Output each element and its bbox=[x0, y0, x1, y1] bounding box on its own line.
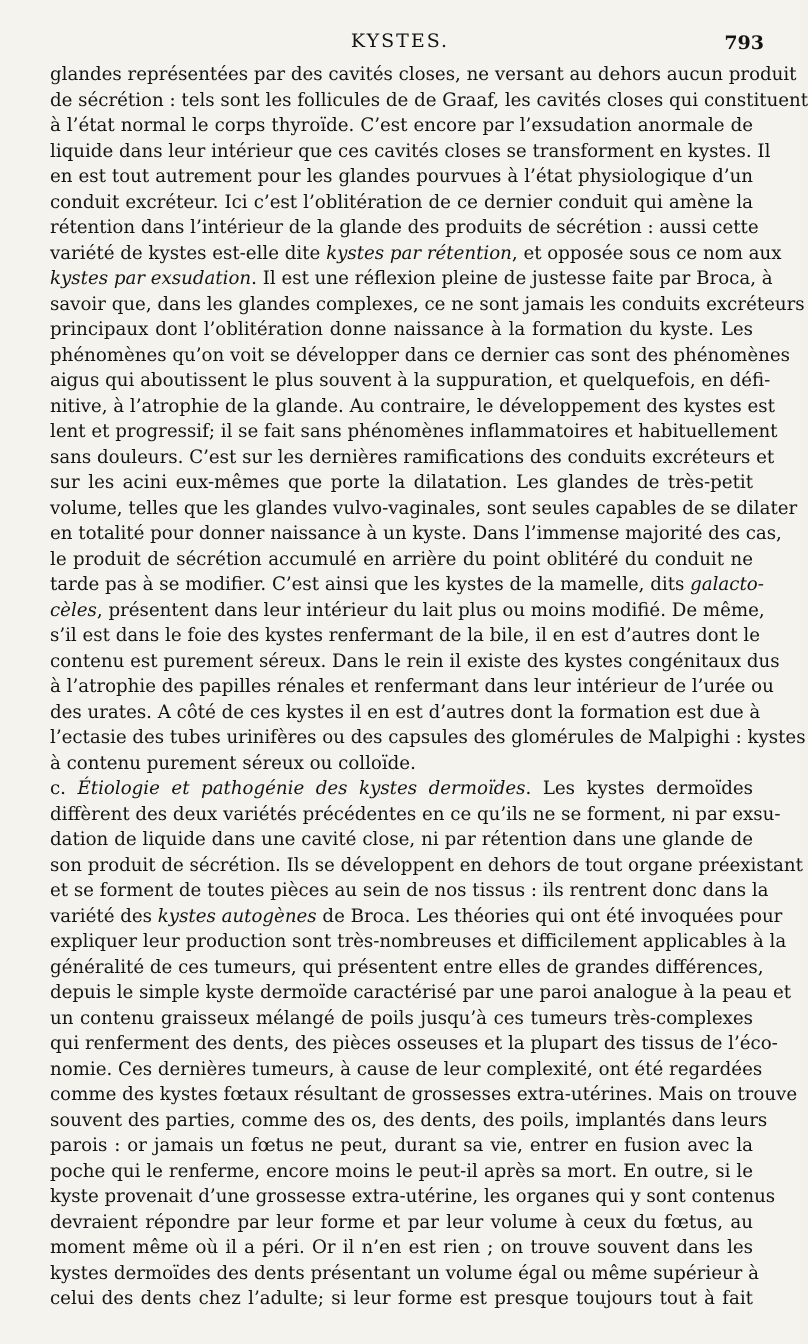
text-line bbox=[50, 776, 753, 802]
text-segment: variété de kystes est-elle dite bbox=[50, 242, 327, 264]
text-segment: savoir que, dans les glandes complexes, ce ne sont jamais les conduits excréteurs bbox=[50, 293, 805, 315]
text-segment: l’ectasie des tubes urinifères ou des capsules des glomérules de Malpighi : kystes bbox=[50, 727, 806, 748]
text-segment: aigus qui aboutissent le plus souvent à la suppuration, et quelquefois, en défi- bbox=[50, 370, 771, 391]
text-line bbox=[50, 904, 783, 930]
text-segment: tarde pas à se modifier. C’est ainsi que les kystes de la mamelle, dits bbox=[50, 574, 691, 595]
italic-text: kystes par exsudation bbox=[50, 268, 252, 289]
text-line bbox=[50, 1031, 778, 1057]
text-segment: parois : or jamais un fœtus ne peut, durant sa vie, entrer en fusion avec la bbox=[50, 1135, 753, 1156]
text-segment: . Les kystes dermoïdes bbox=[525, 778, 754, 799]
text-line bbox=[50, 649, 780, 675]
running-title: KYSTES. bbox=[350, 30, 450, 52]
text-line bbox=[50, 1286, 753, 1312]
text-segment: des urates. A côté de ces kystes il en est d’autres dont la formation est due à bbox=[50, 701, 761, 723]
text-line bbox=[50, 266, 773, 292]
text-line bbox=[50, 674, 774, 700]
text-segment: glandes représentées par des cavités closes, ne versant au dehors aucun produit bbox=[50, 64, 797, 85]
text-line bbox=[50, 394, 775, 420]
text-line bbox=[50, 241, 782, 267]
text-line bbox=[50, 1261, 759, 1287]
text-segment: comme des kystes fœtaux résultant de grossesses extra-utérines. Mais on trouve bbox=[50, 1084, 798, 1105]
text-segment: souvent des parties, comme des os, des dents, des poils, implantés dans leurs bbox=[50, 1109, 768, 1131]
text-line bbox=[50, 113, 753, 139]
text-segment: rétention dans l’intérieur de la glande des produits de sécrétion : aussi cette bbox=[50, 217, 759, 238]
text-segment: celui des dents chez l’adulte; si leur forme est presque toujours tout à fait bbox=[50, 1288, 753, 1309]
text-segment: phénomènes qu’on voit se développer dans ce dernier cas sont des phénomènes bbox=[50, 344, 790, 366]
text-segment: variété des bbox=[50, 905, 158, 927]
text-line bbox=[50, 700, 761, 726]
text-line bbox=[50, 853, 803, 879]
text-line bbox=[50, 572, 764, 598]
text-line bbox=[50, 1210, 753, 1236]
text-segment: à l’état normal le corps thyroïde. C’est encore par l’exsudation anormale de bbox=[50, 115, 753, 136]
text-line bbox=[50, 1235, 753, 1261]
text-line bbox=[50, 470, 753, 496]
text-line bbox=[50, 827, 753, 853]
text-line bbox=[50, 88, 808, 114]
text-segment: à l’atrophie des papilles rénales et renfermant dans leur intérieur de l’urée ou bbox=[50, 676, 774, 697]
text-line bbox=[50, 1108, 768, 1134]
text-line bbox=[50, 419, 778, 445]
text-line bbox=[50, 164, 753, 190]
italic-text: kystes par rétention bbox=[326, 242, 512, 264]
text-segment: de sécrétion : tels sont les follicules de de Graaf, les cavités closes qui constituent bbox=[50, 89, 808, 111]
text-line bbox=[50, 1057, 763, 1083]
text-segment: liquide dans leur intérieur que ces cavités closes se transforment en kystes. Il bbox=[50, 140, 771, 162]
text-line bbox=[50, 1006, 753, 1032]
text-line bbox=[50, 1082, 798, 1108]
text-segment: . Il est une réflexion pleine de justesse faite par Broca, à bbox=[251, 268, 773, 289]
text-segment: son produit de sécrétion. Ils se développent en dehors de tout organe préexistant bbox=[50, 854, 803, 876]
text-line bbox=[50, 139, 771, 165]
body-text bbox=[50, 62, 808, 1312]
text-segment: kystes dermoïdes des dents présentant un volume égal ou même supérieur à bbox=[50, 1262, 759, 1284]
text-line bbox=[50, 445, 775, 471]
text-line bbox=[50, 751, 753, 777]
text-segment: dation de liquide dans une cavité close, ni par rétention dans une glande de bbox=[50, 829, 753, 850]
text-segment: devraient répondre par leur forme et par leur volume à ceux du fœtus, au bbox=[50, 1211, 753, 1233]
page-number: 793 bbox=[724, 32, 764, 54]
text-segment: un contenu graisseux mélangé de poils jusqu’à ces tumeurs très-complexes bbox=[50, 1007, 753, 1029]
text-line bbox=[50, 623, 760, 649]
italic-text: cèles bbox=[50, 599, 97, 621]
text-line bbox=[50, 1159, 753, 1185]
text-segment: c. bbox=[50, 778, 78, 799]
text-line bbox=[50, 980, 792, 1006]
text-segment: moment même où il a péri. Or il n’en est rien ; on trouve souvent dans les bbox=[50, 1237, 753, 1258]
text-line bbox=[50, 317, 753, 343]
text-line bbox=[50, 215, 759, 241]
text-line bbox=[50, 62, 797, 88]
text-line bbox=[50, 929, 787, 955]
text-segment: de Broca. Les théories qui ont été invoquées pour bbox=[316, 905, 783, 927]
text-segment: , et opposée sous ce nom aux bbox=[511, 242, 782, 264]
text-segment: kyste provenait d’une grossesse extra-utérine, les organes qui y sont contenus bbox=[50, 1186, 776, 1207]
running-head bbox=[0, 30, 800, 60]
text-segment: poche qui le renferme, encore moins le peut-il après sa mort. En outre, si le bbox=[50, 1160, 753, 1182]
italic-text: Étiologie et pathogénie des kystes dermoïdes bbox=[77, 778, 526, 799]
text-line bbox=[50, 343, 790, 369]
text-segment: conduit excréteur. Ici c’est l’oblitération de ce dernier conduit qui amène la bbox=[50, 191, 753, 213]
text-segment: expliquer leur production sont très-nombreuses et difficilement applicables à la bbox=[50, 931, 787, 952]
text-segment: généralité de ces tumeurs, qui présentent entre elles de grandes différences, bbox=[50, 956, 764, 978]
text-segment: , présentent dans leur intérieur du lait plus ou moins modifié. De même, bbox=[96, 599, 765, 621]
text-line bbox=[50, 955, 764, 981]
text-segment: et se forment de toutes pièces au sein de nos tissus : ils rentrent donc dans la bbox=[50, 880, 769, 901]
text-segment: contenu est purement séreux. Dans le rein il existe des kystes congénitaux dus bbox=[50, 650, 780, 672]
text-segment: depuis le simple kyste dermoïde caractérisé par une paroi analogue à la peau et bbox=[50, 982, 792, 1003]
text-segment: principaux dont l’oblitération donne naissance à la formation du kyste. Les bbox=[50, 319, 753, 340]
text-line bbox=[50, 292, 805, 318]
text-line bbox=[50, 725, 806, 751]
text-line bbox=[50, 496, 798, 522]
text-line bbox=[50, 878, 769, 904]
text-segment: diffèrent des deux variétés précédentes en ce qu’ils ne se forment, ni par exsu- bbox=[50, 803, 781, 825]
text-segment: en est tout autrement pour les glandes pourvues à l’état physiologique d’un bbox=[50, 166, 753, 187]
text-segment: qui renferment des dents, des pièces osseuses et la plupart des tissus de l’éco- bbox=[50, 1033, 778, 1054]
text-segment: nomie. Ces dernières tumeurs, à cause de leur complexité, ont été regardées bbox=[50, 1058, 763, 1080]
text-line bbox=[50, 521, 782, 547]
text-line bbox=[50, 547, 753, 573]
text-line bbox=[50, 1133, 753, 1159]
text-segment: lent et progressif; il se fait sans phénomènes inflammatoires et habituellement bbox=[50, 421, 778, 442]
text-line bbox=[50, 802, 781, 828]
text-segment: le produit de sécrétion accumulé en arrière du point oblitéré du conduit ne bbox=[50, 548, 753, 570]
text-line bbox=[50, 1184, 776, 1210]
text-segment: sur les acini eux-mêmes que porte la dilatation. Les glandes de très-petit bbox=[50, 472, 753, 493]
text-segment: en totalité pour donner naissance à un kyste. Dans l’immense majorité des cas, bbox=[50, 523, 782, 544]
text-line bbox=[50, 598, 765, 624]
text-line bbox=[50, 190, 753, 216]
text-segment: volume, telles que les glandes vulvo-vaginales, sont seules capables de se dilater bbox=[50, 497, 798, 519]
text-segment: sans douleurs. C’est sur les dernières ramifications des conduits excréteurs et bbox=[50, 446, 775, 468]
text-segment: nitive, à l’atrophie de la glande. Au contraire, le développement des kystes est bbox=[50, 395, 775, 417]
italic-text: kystes autogènes bbox=[157, 905, 317, 927]
text-segment: à contenu purement séreux ou colloïde. bbox=[50, 752, 416, 774]
italic-text: galacto- bbox=[690, 574, 764, 595]
text-segment: s’il est dans le foie des kystes renfermant de la bile, il en est d’autres dont le bbox=[50, 625, 760, 646]
text-line bbox=[50, 368, 771, 394]
